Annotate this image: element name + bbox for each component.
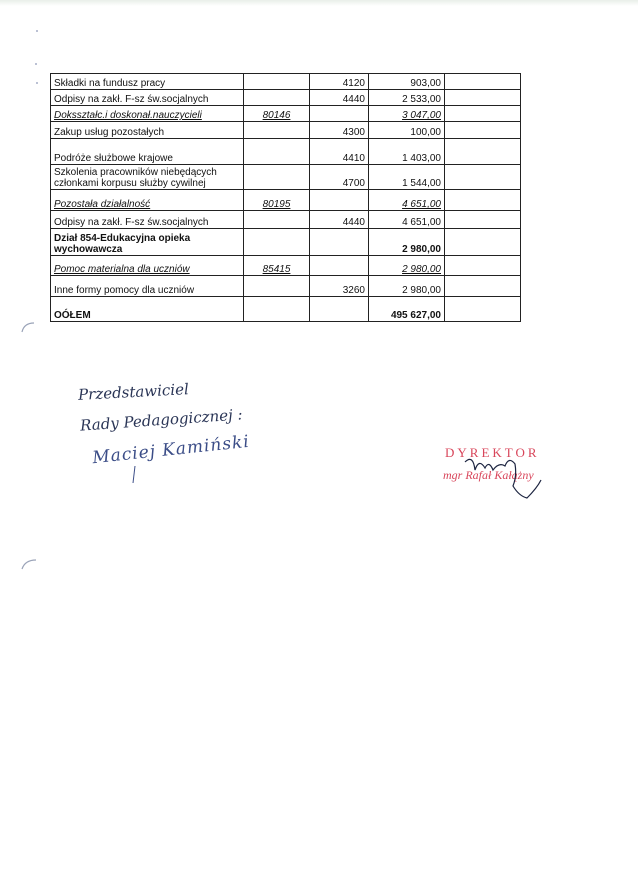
- table-row: [51, 139, 521, 165]
- row-section: [244, 229, 310, 256]
- table-row: [51, 106, 521, 122]
- row-section: [244, 165, 310, 190]
- row-section: [244, 211, 310, 229]
- signature-tail: [130, 465, 138, 485]
- row-section: [244, 276, 310, 297]
- table-row: [51, 122, 521, 139]
- table-row: [51, 211, 521, 229]
- row-empty: [445, 276, 521, 297]
- table-row: [51, 229, 521, 256]
- row-section: [244, 122, 310, 139]
- punch-hole-mark-top: [20, 320, 36, 334]
- table-row: [51, 297, 521, 322]
- row-empty: [445, 211, 521, 229]
- row-name: Pomoc materialna dla uczniów: [51, 256, 244, 276]
- row-name: Inne formy pomocy dla uczniów: [51, 276, 244, 297]
- row-paragraph: 4700: [310, 165, 369, 190]
- row-amount: 903,00: [369, 74, 445, 90]
- row-paragraph: 4410: [310, 139, 369, 165]
- table-row: [51, 74, 521, 90]
- director-signature: [455, 440, 555, 506]
- row-amount: 100,00: [369, 122, 445, 139]
- row-amount: 2 533,00: [369, 90, 445, 106]
- signature-label-line2: Rady Pedagogicznej :: [79, 405, 244, 435]
- row-amount: 1 544,00: [369, 165, 445, 190]
- row-empty: [445, 297, 521, 322]
- row-amount: 1 403,00: [369, 139, 445, 165]
- page-top-edge: [0, 0, 638, 6]
- signature-label-line1: Przedstawiciel: [77, 380, 190, 404]
- row-empty: [445, 122, 521, 139]
- row-amount: 4 651,00: [369, 190, 445, 211]
- row-section: 85415: [244, 256, 310, 276]
- signature-name: Maciej Kamiński: [91, 431, 251, 469]
- row-empty: [445, 165, 521, 190]
- scan-specks: [34, 28, 40, 88]
- row-empty: [445, 90, 521, 106]
- row-paragraph: [310, 256, 369, 276]
- row-empty: [445, 229, 521, 256]
- row-name: Odpisy na zakł. F-sz św.socjalnych: [51, 211, 244, 229]
- row-name: Składki na fundusz pracy: [51, 74, 244, 90]
- row-name: Pozostała działalność: [51, 190, 244, 211]
- row-amount: 2 980,00: [369, 256, 445, 276]
- budget-table: [50, 73, 521, 322]
- table-row: [51, 256, 521, 276]
- row-amount: 495 627,00: [369, 297, 445, 322]
- row-name: Szkolenia pracowników niebędących członkami korpusu służby cywilnej: [51, 165, 244, 190]
- row-section: 80195: [244, 190, 310, 211]
- row-section: [244, 297, 310, 322]
- row-name: Odpisy na zakł. F-sz św.socjalnych: [51, 90, 244, 106]
- row-amount: 3 047,00: [369, 106, 445, 122]
- row-empty: [445, 256, 521, 276]
- row-paragraph: 3260: [310, 276, 369, 297]
- table-row: [51, 190, 521, 211]
- row-paragraph: [310, 106, 369, 122]
- row-paragraph: [310, 190, 369, 211]
- row-empty: [445, 190, 521, 211]
- row-amount: 4 651,00: [369, 211, 445, 229]
- row-name: OÓŁEM: [51, 297, 244, 322]
- table-row: [51, 90, 521, 106]
- stamp-name: mgr Rafał Kałążny: [443, 468, 534, 482]
- row-section: [244, 90, 310, 106]
- row-section: [244, 139, 310, 165]
- stamp-title: DYREKTOR: [445, 445, 540, 460]
- row-paragraph: 4120: [310, 74, 369, 90]
- row-name: Zakup usług pozostałych: [51, 122, 244, 139]
- row-paragraph: 4440: [310, 211, 369, 229]
- row-name: Doksształc.i doskonał.nauczycieli: [51, 106, 244, 122]
- row-amount: 2 980,00: [369, 276, 445, 297]
- row-section: 80146: [244, 106, 310, 122]
- table-row: [51, 276, 521, 297]
- row-paragraph: 4300: [310, 122, 369, 139]
- row-amount: 2 980,00: [369, 229, 445, 256]
- table-row: [51, 165, 521, 190]
- row-paragraph: 4440: [310, 90, 369, 106]
- row-paragraph: [310, 229, 369, 256]
- row-name: Podróże służbowe krajowe: [51, 139, 244, 165]
- punch-hole-mark-bottom: [20, 557, 38, 571]
- row-empty: [445, 74, 521, 90]
- row-paragraph: [310, 297, 369, 322]
- row-name: Dział 854-Edukacyjna opieka wychowawcza: [51, 229, 244, 256]
- row-section: [244, 74, 310, 90]
- row-empty: [445, 139, 521, 165]
- row-empty: [445, 106, 521, 122]
